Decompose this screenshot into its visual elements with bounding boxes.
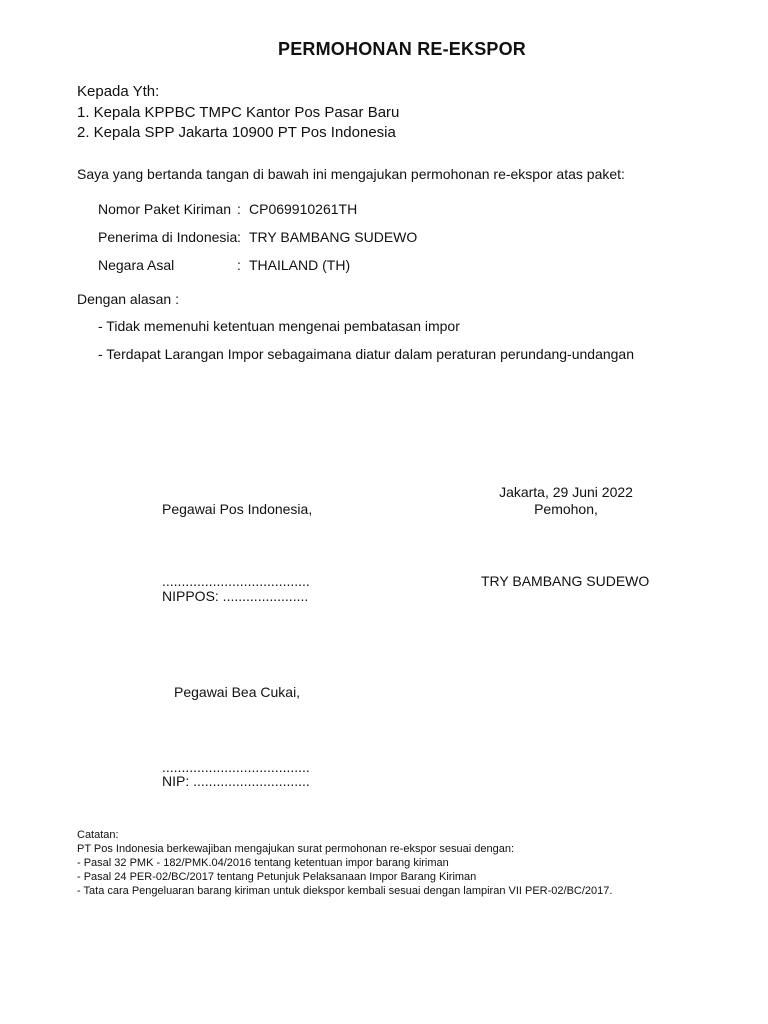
detail-value-origin: THAILAND (TH): [249, 257, 351, 273]
recipient-heading: Kepada Yth:: [77, 83, 160, 100]
detail-separator: :: [237, 201, 241, 217]
intro-text: Saya yang bertanda tangan di bawah ini mengajukan permohonan re-ekspor atas paket:: [77, 166, 625, 182]
customs-signature-line: ......................................: [162, 759, 310, 775]
nip-field: NIP: ..............................: [162, 773, 310, 789]
detail-label-origin: Negara Asal: [98, 257, 175, 273]
notes-line-4: - Tata cara Pengeluaran barang kiriman untuk diekspor kembali sesuai dengan lampiran VII PER-02/BC/2017.: [77, 885, 613, 897]
place-date: Jakarta, 29 Juni 2022: [499, 484, 633, 500]
recipient-line-2: 2. Kepala SPP Jakarta 10900 PT Pos Indonesia: [77, 124, 396, 141]
applicant-name: TRY BAMBANG SUDEWO: [481, 573, 650, 589]
customs-officer-role: Pegawai Bea Cukai,: [174, 684, 301, 700]
pos-signature-line: ......................................: [162, 573, 310, 589]
notes-line-3: - Pasal 24 PER-02/BC/2017 tentang Petunjuk Pelaksanaan Impor Barang Kiriman: [77, 871, 477, 883]
recipient-line-1: 1. Kepala KPPBC TMPC Kantor Pos Pasar Baru: [77, 104, 400, 121]
notes-heading: Catatan:: [77, 829, 119, 841]
detail-separator: :: [237, 257, 241, 273]
reason-item-2: - Terdapat Larangan Impor sebagaimana diatur dalam peraturan perundang-undangan: [98, 346, 635, 362]
reason-item-1: - Tidak memenuhi ketentuan mengenai pembatasan impor: [98, 318, 460, 334]
document-title: PERMOHONAN RE-EKSPOR: [277, 39, 527, 59]
reasons-heading: Dengan alasan :: [77, 291, 179, 307]
nippos-field: NIPPOS: ......................: [162, 588, 309, 604]
detail-label-package-number: Nomor Paket Kiriman: [98, 201, 232, 217]
pos-officer-role: Pegawai Pos Indonesia,: [162, 501, 313, 517]
detail-value-recipient: TRY BAMBANG SUDEWO: [249, 229, 418, 245]
notes-line-1: PT Pos Indonesia berkewajiban mengajukan surat permohonan re-ekspor sesuai dengan:: [77, 843, 515, 855]
detail-label-recipient: Penerima di Indonesia: [98, 229, 238, 245]
applicant-role: Pemohon,: [534, 501, 598, 517]
detail-value-package-number: CP069910261TH: [249, 201, 358, 217]
detail-separator: :: [237, 229, 241, 245]
notes-line-2: - Pasal 32 PMK - 182/PMK.04/2016 tentang ketentuan impor barang kiriman: [77, 857, 449, 869]
